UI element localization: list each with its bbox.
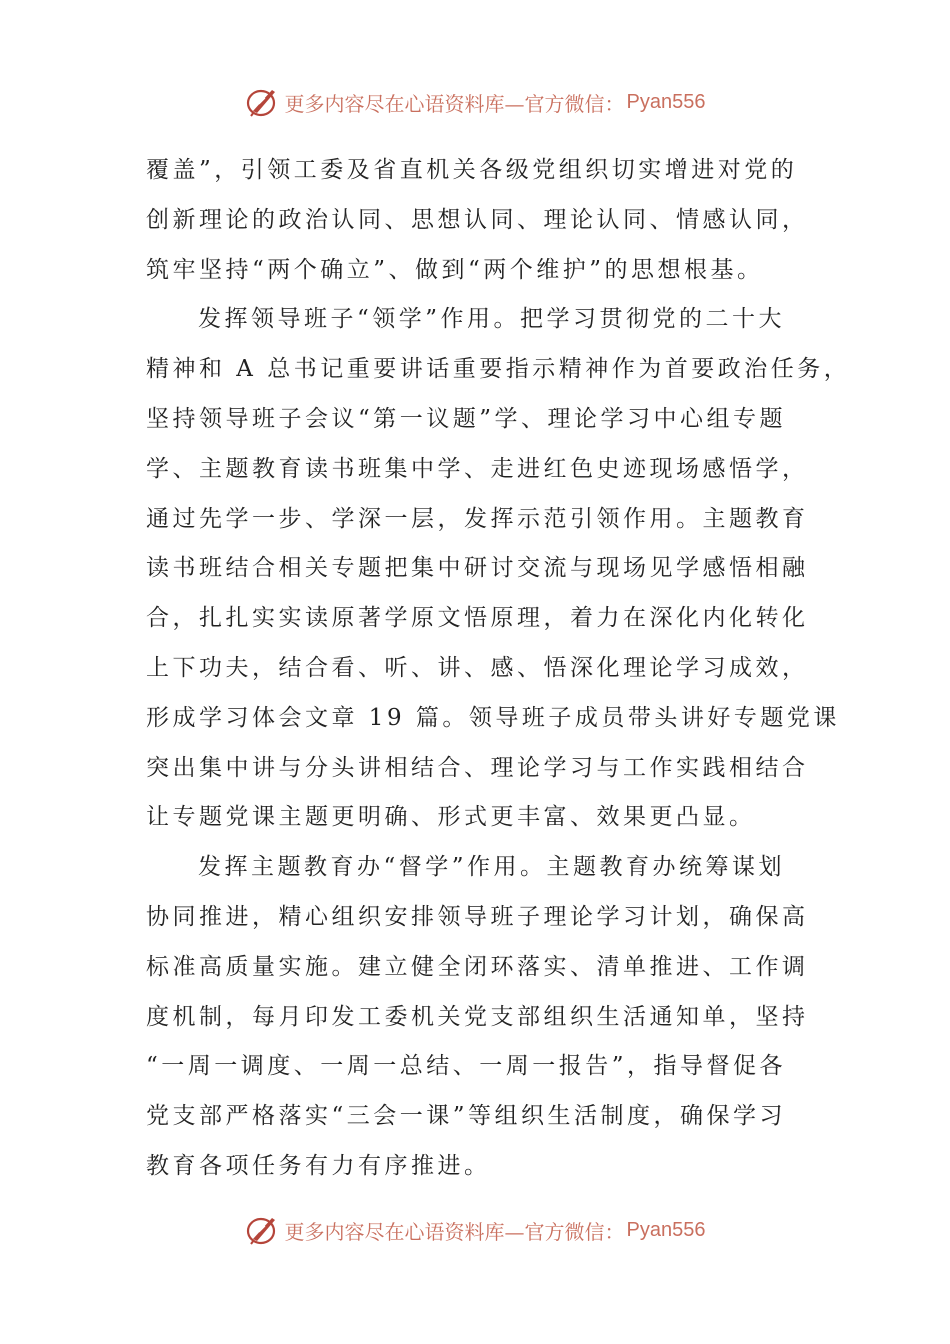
paragraph-start-line: 发挥领导班子“领学”作用。把学习贯彻党的二十大 bbox=[198, 306, 786, 333]
paragraph-start-line: 发挥主题教育办“督学”作用。主题教育办统筹谋划 bbox=[198, 854, 786, 881]
quill-pen-logo-icon bbox=[245, 1212, 281, 1248]
text-line: 学、主题教育读书班集中学、走进红色史迹现场感悟学， bbox=[146, 455, 809, 482]
text-line: 协同推进，精心组织安排领导班子理论学习计划，确保高 bbox=[146, 903, 809, 930]
text-line: 度机制，每月印发工委机关党支部组织生活通知单，坚持 bbox=[146, 1003, 809, 1030]
text-line: 创新理论的政治认同、思想认同、理论认同、情感认同， bbox=[146, 206, 809, 233]
text-line: 合，扎扎实实读原著学原文悟原理，着力在深化内化转化 bbox=[146, 605, 809, 632]
text-line: 坚持领导班子会议“第一议题”学、理论学习中心组专题 bbox=[146, 405, 787, 432]
text-line: 标准高质量实施。建立健全闭环落实、清单推进、工作调 bbox=[146, 953, 809, 980]
text-line: 让专题党课主题更明确、形式更丰富、效果更凸显。 bbox=[146, 804, 756, 831]
watermark-handle: Pyan556 bbox=[626, 1218, 706, 1241]
text-line: 教育各项任务有力有序推进。 bbox=[146, 1152, 491, 1179]
text-line: 读书班结合相关专题把集中研讨交流与现场见学感悟相融 bbox=[146, 555, 809, 582]
text-line: 筑牢坚持“两个确立”、做到“两个维护”的思想根基。 bbox=[146, 256, 764, 283]
watermark-handle: Pyan556 bbox=[626, 90, 706, 113]
document-body bbox=[146, 146, 851, 1192]
watermark-banner-top bbox=[0, 82, 950, 122]
text-line: 覆盖”，引领工委及省直机关各级党组织切实增进对党的 bbox=[146, 157, 798, 183]
watermark-banner-bottom bbox=[0, 1210, 950, 1250]
text-line: 党支部严格落实“三会一课”等组织生活制度，确保学习 bbox=[146, 1103, 787, 1130]
text-line: 突出集中讲与分头讲相结合、理论学习与工作实践相结合 bbox=[146, 754, 809, 781]
text-line: 通过先学一步、学深一层，发挥示范引领作用。主题教育 bbox=[146, 505, 809, 532]
watermark-text: 更多内容尽在心语资料库—官方微信： bbox=[284, 91, 625, 116]
watermark-text: 更多内容尽在心语资料库—官方微信： bbox=[284, 1219, 625, 1244]
quill-pen-logo-icon bbox=[245, 84, 281, 120]
text-line: 精神和 A 总书记重要讲话重要指示精神作为首要政治任务， bbox=[146, 356, 851, 383]
text-line: “一周一调度、一周一总结、一周一报告”，指导督促各 bbox=[146, 1053, 787, 1080]
text-line: 形成学习体会文章 19 篇。领导班子成员带头讲好专题党课 bbox=[146, 704, 840, 731]
text-line: 上下功夫，结合看、听、讲、感、悟深化理论学习成效， bbox=[146, 654, 809, 681]
